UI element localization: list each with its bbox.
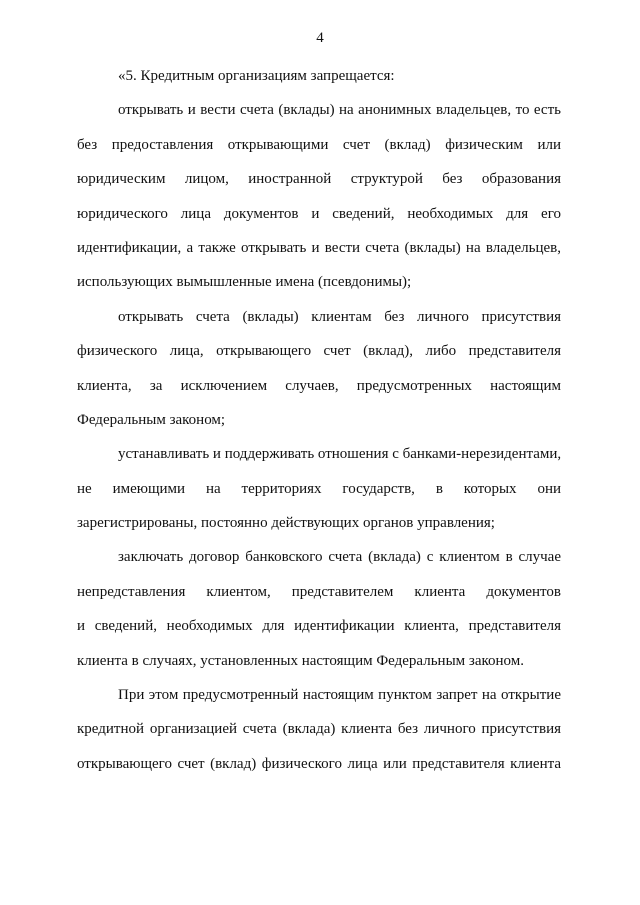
text-line: клиента, за исключением случаев, предусмотренных настоящим (77, 377, 561, 394)
paragraph (77, 682, 561, 785)
text-line: без предоставления открывающими счет (вклад) физическим или (77, 136, 561, 153)
text-line: не имеющими на территориях государств, в которых они (77, 480, 561, 497)
text-line: использующих вымышленные имена (псевдонимы); (77, 274, 412, 291)
text-line: идентификации, а также открывать и вести счета (вклады) на владельцев, (77, 239, 561, 256)
text-line: открывающего счет (вклад) физического лица или представителя клиента (77, 755, 561, 772)
paragraph (77, 63, 561, 97)
paragraph (77, 441, 561, 544)
text-line: юридического лица документов и сведений, необходимых для его (77, 205, 561, 222)
text-line: открывать счета (вклады) клиентам без личного присутствия (118, 308, 561, 325)
text-line: заключать договор банковского счета (вклада) с клиентом в случае (118, 549, 561, 566)
text-line: юридическим лицом, иностранной структурой без образования (77, 171, 561, 188)
paragraph (77, 544, 561, 682)
text-line: устанавливать и поддерживать отношения с банками-нерезидентами, (118, 446, 562, 463)
text-line: и сведений, необходимых для идентификации клиента, представителя (77, 618, 561, 635)
paragraph (77, 304, 561, 442)
text-line: зарегистрированы, постоянно действующих органов управления; (77, 515, 495, 532)
page-number: 4 (316, 30, 324, 46)
text-line: открывать и вести счета (вклады) на анонимных владельцев, то есть (118, 102, 561, 119)
text-line: кредитной организацией счета (вклада) клиента без личного присутствия (77, 721, 561, 738)
text-line: «5. Кредитным организациям запрещается: (118, 68, 395, 84)
text-line: При этом предусмотренный настоящим пунктом запрет на открытие (118, 687, 561, 704)
paragraph (77, 97, 561, 303)
text-line: клиента в случаях, установленных настоящим Федеральным законом. (77, 652, 524, 669)
text-line: Федеральным законом; (77, 411, 226, 428)
text-line: непредставления клиентом, представителем клиента документов (77, 583, 561, 600)
document-body (77, 63, 561, 785)
text-line: физического лица, открывающего счет (вклад), либо представителя (77, 343, 561, 360)
